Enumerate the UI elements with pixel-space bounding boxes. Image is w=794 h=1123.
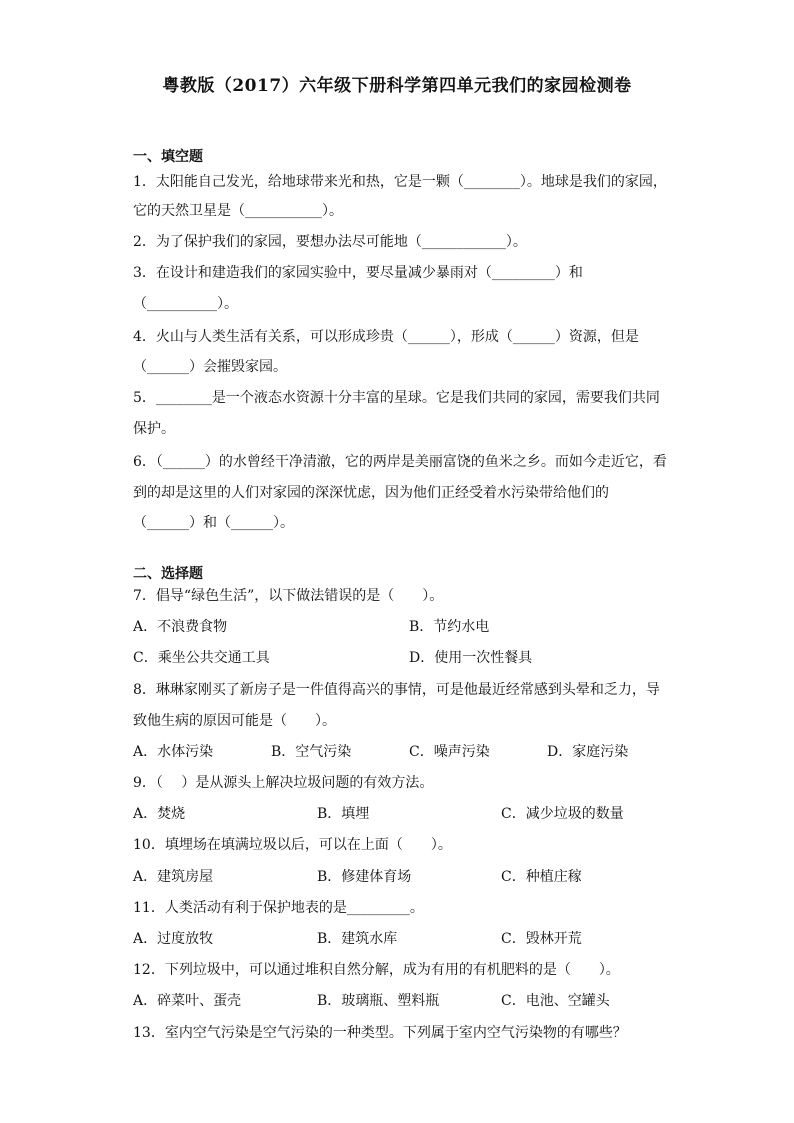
question-line: 到的却是这里的人们对家园的深深忧虑，因为他们正经受着水污染带给他们的 [133,485,609,501]
question-line: 5．________是一个液态水资源十分丰富的星球。它是我们共同的家园，需要我们共同 [133,390,660,406]
question-line: （______）会摧毁家园。 [133,359,287,375]
page-title: 粤教版（2017）六年级下册科学第四单元我们的家园检测卷 [162,76,632,96]
question-line: （__________）。 [133,296,238,312]
question-line: 1．太阳能自己发光，给地球带来光和热，它是一颗（________）。地球是我们的家园， [133,174,667,190]
question-11: 11．人类活动有利于保护地表的是_________。 [133,900,424,916]
section-heading-choice: 二、选择题 [133,566,203,582]
q10-option-a: A．建筑房屋 [133,869,214,885]
question-line: 6．（______）的水曾经干净清澈，它的两岸是美丽富饶的鱼米之乡。而如今走近它，看 [133,454,667,470]
q8-option-d: D．家庭污染 [547,744,629,760]
q12-option-b: B．玻璃瓶、塑料瓶 [317,993,440,1009]
q7-option-c: C．乘坐公共交通工具 [133,650,270,666]
question-12: 12．下列垃圾中，可以通过堆积自然分解，成为有用的有机肥料的是（ ）。 [133,962,620,978]
q8-option-a: A．水体污染 [133,744,214,760]
q7-option-a: A．不浪费食物 [133,619,228,635]
q11-option-b: B．建筑水库 [317,931,398,947]
q7-option-d: D．使用一次性餐具 [409,650,533,666]
q9-option-c: C．减少垃圾的数量 [501,806,624,822]
q12-option-c: C．电池、空罐头 [501,993,610,1009]
question-7: 7．倡导“绿色生活”，以下做法错误的是（ ）。 [133,588,444,604]
question-line: 3．在设计和建造我们的家园实验中，要尽量减少暴雨对（_________）和 [133,265,583,281]
q10-option-c: C．种植庄稼 [501,869,582,885]
question-10: 10．填埋场在填满垃圾以后，可以在上面（ ）。 [133,837,452,853]
question-8-cont: 致他生病的原因可能是（ ）。 [133,713,336,729]
question-line: 保护。 [133,421,175,437]
q8-option-c: C．噪声污染 [409,744,490,760]
question-9: 9．（ ）是从源头上解决垃圾问题的有效方法。 [133,775,434,791]
q12-option-a: A．碎菜叶、蛋壳 [133,993,242,1009]
question-line: 2．为了保护我们的家园，要想办法尽可能地（____________）。 [133,234,527,250]
q9-option-b: B．填埋 [317,806,370,822]
question-13: 13．室内空气污染是空气污染的一种类型。下列属于室内空气污染物的有哪些？ [133,1025,627,1041]
section-heading-fill-blank: 一、填空题 [133,149,203,165]
question-line: （______）和（______）。 [133,515,294,531]
q8-option-b: B．空气污染 [271,744,352,760]
q7-option-b: B．节约水电 [409,619,490,635]
question-line: 4．火山与人类生活有关系，可以形成珍贵（______），形成（______）资源，但是 [133,329,639,345]
q9-option-a: A．焚烧 [133,806,186,822]
q11-option-a: A．过度放牧 [133,931,214,947]
q11-option-c: C．毁林开荒 [501,931,582,947]
question-line: 它的天然卫星是（___________）。 [133,203,343,219]
q10-option-b: B．修建体育场 [317,869,412,885]
question-8: 8．琳琳家刚买了新房子是一件值得高兴的事情，可是他最近经常感到头晕和乏力，导 [133,682,660,698]
